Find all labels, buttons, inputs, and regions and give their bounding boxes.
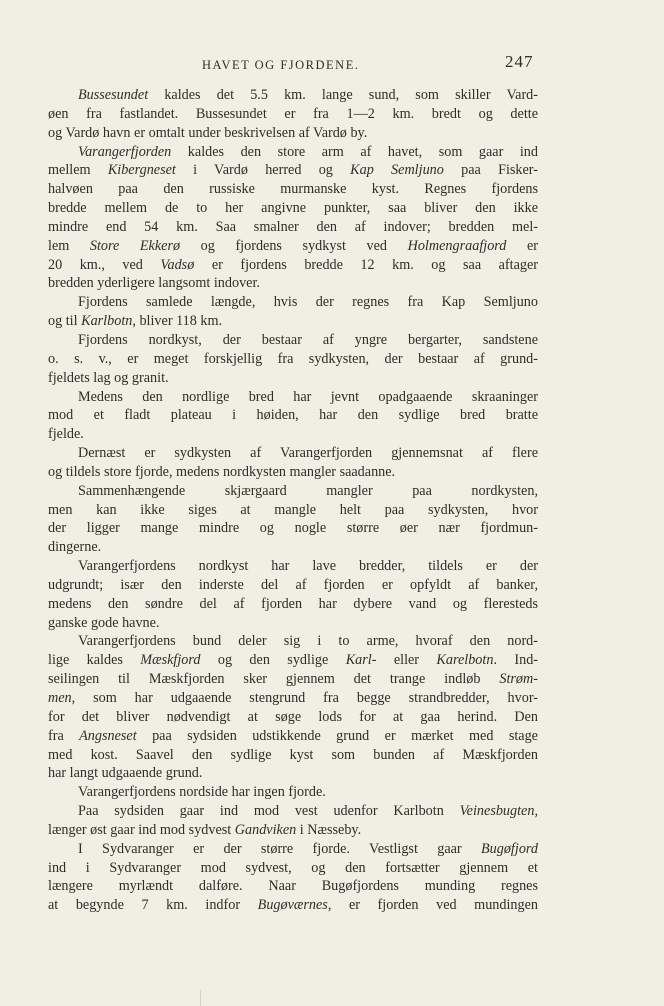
- text-segment: paa Fisker-: [443, 162, 538, 179]
- text-segment: og til: [48, 313, 82, 330]
- italic-term: Vadsø: [160, 256, 195, 273]
- text-segment: Paa sydsiden gaar ind mod vest udenfor Karlbotn: [78, 803, 460, 820]
- text-segment: længere myrlændt dalføre. Naar Bugøfjordens munding regnes: [48, 878, 538, 895]
- text-segment: længer øst gaar ind mod sydvest: [48, 821, 235, 838]
- text-segment: seilingen til Mæskfjorden sker gjennem det trange indløb: [48, 671, 500, 688]
- text-line: [48, 727, 538, 746]
- text-segment: mod et fladt plateau i høiden, har den sydlige bred bratte: [48, 407, 538, 424]
- text-segment: , er fjorden ved mundingen: [327, 897, 538, 914]
- text-line: [48, 274, 538, 293]
- text-segment: Fjordens samlede længde, hvis der regnes fra Kap Semljuno: [78, 294, 538, 311]
- text-line: [48, 896, 538, 915]
- text-segment: kaldes det 5.5 km. lange sund, som skiller Vard-: [148, 87, 538, 103]
- text-line: [48, 463, 538, 482]
- text-segment: med kost. Saavel den sydlige kyst som bunden af Mæskfjorden: [48, 746, 538, 763]
- text-line: [48, 293, 538, 312]
- text-line: [48, 256, 538, 275]
- italic-term: Angsneset: [79, 727, 137, 744]
- italic-term: Store Ekkerø: [89, 237, 181, 254]
- text-segment: Varangerfjordens nordkyst har lave bredder, tildels er der: [78, 558, 538, 575]
- text-line: [48, 557, 538, 576]
- italic-term: Veinesbugten: [459, 803, 535, 820]
- text-segment: , bliver 118 km.: [132, 313, 223, 330]
- text-line: [48, 877, 538, 896]
- italic-term: Bugøfjord: [480, 840, 538, 857]
- text-line: [48, 199, 538, 218]
- text-line: [48, 519, 538, 538]
- text-segment: , som har udgaaende stengrund fra begge strandbredder, hvor-: [71, 690, 538, 706]
- text-segment: dingerne.: [48, 539, 102, 556]
- text-segment: bredde mellem de to her angivne punkter, saa bliver den ikke: [48, 200, 538, 217]
- text-line: [48, 764, 538, 783]
- text-segment: o. s. v., er meget forskjellig fra sydkysten, der bestaar af grund-: [48, 350, 538, 367]
- text-line: [48, 859, 538, 878]
- page-number: 247: [505, 52, 534, 71]
- italic-term: Bussesundet: [78, 87, 149, 103]
- text-segment: lem: [48, 237, 90, 254]
- italic-term: Gandviken: [234, 821, 297, 838]
- text-segment: Varangerfjordens bund deler sig i to arme, hvoraf den nord-: [78, 633, 538, 650]
- text-line: [48, 746, 538, 765]
- text-line: [48, 143, 538, 162]
- text-line: [48, 576, 538, 595]
- text-segment: i Vardø herred og: [175, 162, 351, 179]
- text-line: [48, 105, 538, 124]
- text-line: [48, 651, 538, 670]
- text-segment: i Næsseby.: [296, 821, 362, 838]
- italic-term: men: [48, 690, 72, 706]
- italic-term: Karlbotn: [81, 313, 133, 330]
- running-head: HAVET OG FJORDENE.: [202, 58, 360, 72]
- text-segment: der ligger mange mindre og nogle større øer nær fjordmun-: [48, 520, 538, 537]
- text-segment: og Vardø havn er omtalt under beskrivelsen af Vardø by.: [48, 124, 368, 141]
- text-line: [48, 180, 538, 199]
- text-segment: og den sydlige: [200, 652, 346, 669]
- text-segment: ind i Sydvaranger mod sydvest, og den fortsætter gjennem et: [48, 859, 538, 876]
- text-segment: Varangerfjordens nordside har ingen fjorde.: [78, 784, 326, 801]
- text-segment: og tildels store fjorde, medens nordkysten mangler saadanne.: [48, 463, 396, 480]
- text-line: [48, 350, 538, 369]
- page-header: [0, 52, 664, 76]
- text-line: [48, 708, 538, 727]
- text-segment: at begynde 7 km. indfor: [48, 897, 258, 914]
- text-segment: . Ind-: [493, 652, 538, 669]
- italic-term: Strøm-: [499, 671, 538, 688]
- text-line: [48, 821, 538, 840]
- italic-term: Karl-: [345, 652, 377, 669]
- italic-term: Bugøværnes: [257, 897, 328, 914]
- text-segment: I Sydvaranger er der større fjorde. Vestligst gaar: [78, 840, 481, 857]
- text-segment: mindre end 54 km. Saa smalner den af indover; bredden mel-: [48, 218, 538, 235]
- text-segment: Medens den nordlige bred har jevnt opadgaaende skraaninger: [78, 388, 538, 405]
- text-line: [48, 369, 538, 388]
- italic-term: Holmengraafjord: [407, 237, 507, 254]
- text-segment: fjeldets lag og granit.: [48, 369, 169, 386]
- text-line: [48, 218, 538, 237]
- text-line: [48, 840, 538, 859]
- text-line: [48, 331, 538, 350]
- text-segment: bredden yderligere langsomt indover.: [48, 275, 260, 292]
- text-segment: paa sydsiden udstikkende grund er mærket med stage: [136, 727, 538, 744]
- text-line: [48, 237, 538, 256]
- text-segment: kaldes den store arm af havet, som gaar ind: [171, 143, 538, 160]
- italic-term: Varangerfjorden: [78, 143, 172, 160]
- body-text: [48, 86, 538, 915]
- text-segment: er fjordens bredde 12 km. og saa aftager: [194, 256, 538, 273]
- text-line: [48, 632, 538, 651]
- text-line: [48, 670, 538, 689]
- text-line: [48, 595, 538, 614]
- text-segment: for det bliver nødvendigt at søge lods for at gaa herind. Den: [48, 708, 538, 725]
- text-line: [48, 444, 538, 463]
- text-line: [48, 312, 538, 331]
- text-line: [48, 124, 538, 143]
- text-segment: og fjordens sydkyst ved: [180, 237, 408, 254]
- text-line: [48, 614, 538, 633]
- text-segment: men kan ikke siges at mangle helt paa sydkysten, hvor: [48, 501, 538, 518]
- text-segment: fjelde.: [48, 426, 84, 443]
- italic-term: Karelbotn: [436, 652, 494, 669]
- text-line: [48, 388, 538, 407]
- text-segment: fra: [48, 727, 80, 744]
- text-line: [48, 406, 538, 425]
- text-segment: Sammenhængende skjærgaard mangler paa nordkysten,: [78, 482, 538, 499]
- binding-crease: [200, 990, 201, 1006]
- text-line: [48, 783, 538, 802]
- text-segment: lige kaldes: [48, 652, 141, 669]
- text-segment: ganske gode havne.: [48, 614, 160, 631]
- text-line: [48, 161, 538, 180]
- text-segment: er: [506, 237, 538, 254]
- text-line: [48, 689, 538, 708]
- text-segment: eller: [376, 652, 437, 669]
- text-line: [48, 538, 538, 557]
- italic-term: Mæskfjord: [140, 652, 201, 669]
- text-segment: medens den søndre del af fjorden har dybere vand og fleresteds: [48, 595, 538, 612]
- italic-term: Kap Semljuno: [350, 162, 444, 179]
- italic-term: Kibergneset: [107, 162, 176, 179]
- text-segment: halvøen paa den russiske murmanske kyst. Regnes fjordens: [48, 181, 538, 198]
- text-line: [48, 482, 538, 501]
- text-segment: ,: [534, 803, 538, 820]
- text-segment: mellem: [48, 162, 108, 179]
- text-line: [48, 86, 538, 105]
- text-segment: har langt udgaaende grund.: [48, 765, 203, 782]
- text-segment: Dernæst er sydkysten af Varangerfjorden gjennemsnat af flere: [78, 445, 538, 462]
- text-segment: øen fra fastlandet. Bussesundet er fra 1—2 km. bredt og dette: [48, 105, 538, 122]
- text-line: [48, 802, 538, 821]
- text-segment: Fjordens nordkyst, der bestaar af yngre bergarter, sandstene: [78, 331, 538, 348]
- text-line: [48, 425, 538, 444]
- text-segment: udgrundt; især den inderste del af fjorden er opfyldt af banker,: [48, 576, 538, 593]
- text-line: [48, 501, 538, 520]
- text-segment: 20 km., ved: [48, 256, 161, 273]
